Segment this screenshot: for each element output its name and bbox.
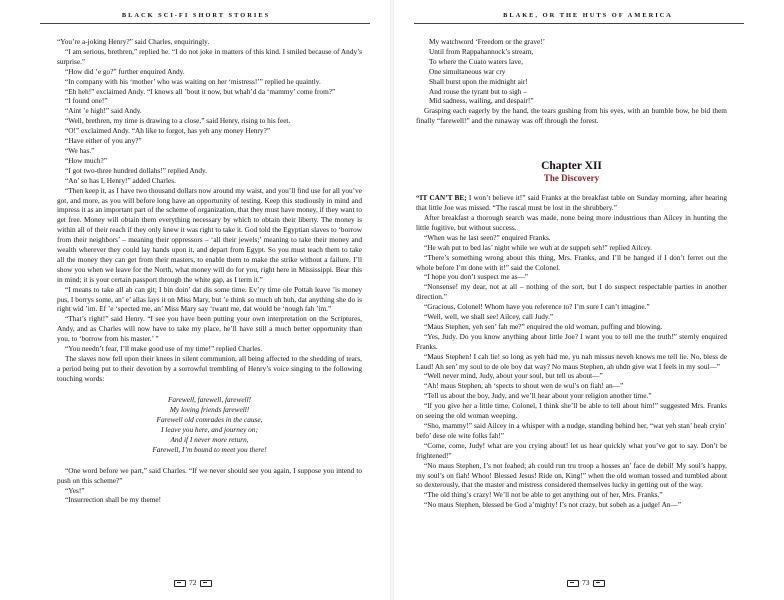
verse-line: My watchword ‘Freedom or the grave!’ <box>429 37 546 46</box>
paragraph: “I got two-three hundred dollahs!” replied Andy. <box>65 165 207 175</box>
paragraph: “No maus Stephen, blessed be God a’mighty! I’s not crazy, but sobeh as a judge! An—” <box>424 500 682 510</box>
paragraph: Grasping each eagerly by the hand, the tears gushing from his eyes, with an humble bow, he bid them finally “farewell!” and the runaway was off through the forest. <box>416 106 727 126</box>
paragraph: “I found one!” <box>65 96 108 106</box>
verse-line: Until from Rappahannock’s stream, <box>429 46 534 56</box>
verse-line: I leave you here, and journey on; <box>161 424 258 434</box>
verse-line: One simultaneous war cry <box>429 66 506 76</box>
paragraph: “You needn’t fear, I’ll make good use of my time!” replied Charles. <box>65 344 263 354</box>
paragraph: “Come, come, Judy! what are you crying about! let us hear quickly what you’ve got to say. Don’t be frightened!” <box>416 440 727 460</box>
paragraph: “I am serious, brethren,” replied he. “I do not joke in matters of this kind. I smiled because of Andy’s surprise.” <box>57 46 362 66</box>
chapter-number: Chapter XII <box>541 160 602 173</box>
watchword-verse <box>429 37 727 106</box>
opening-caps: “IT CAN’T BE; <box>416 193 467 203</box>
paragraph: “Yes!” <box>65 485 85 495</box>
verse-line: Farewell, I’m bound to meet you there! <box>152 444 267 454</box>
paragraph: “The old thing’s crazy! We’ll not be able to get anything out of her, Mrs. Franks.” <box>424 490 663 500</box>
paragraph: After breakfast a thorough search was made, none being more industrious than Ailcey in hunting the little fugitive, but without success. <box>416 212 727 232</box>
verse-line: To where the Cuato waters lave, <box>429 56 523 66</box>
paragraph: “An’ so has I, Henry!” added Charles. <box>65 175 176 185</box>
folio-ornament-icon <box>174 580 186 587</box>
opening-paragraph <box>416 193 727 213</box>
header-rule-left <box>40 23 370 24</box>
verse-line: Shall burst upon the midnight air! <box>429 76 528 86</box>
running-header-left: BLACK SCI-FI SHORT STORIES <box>121 12 271 19</box>
paragraph: “I hope you don’t suspect me as—” <box>424 272 529 282</box>
paragraph: “We has.” <box>65 145 95 155</box>
paragraph: “Then keep it, as I have two thousand dollars now around my waist, and you’ll find use for all you’ve got, and more, as you will before long have an opportunity of testing. Keep this studiously in mind and impress it as an important part of the scheme of organization, that they must have money, if they want to get free. Money will obtain them everything necessary by which to obtain their liberty. The money is within all of their reach if they only knew it was right to take it. God told the Egyptian slaves to ‘borrow from their neighbors’ – meaning their oppressors – ‘all their jewels;’ meaning to take their money and wealth wherever they could lay hands upon it, and depart from Egypt. So you must teach them to take all the money they can get from their masters, to enable them to make the strike without a failure. I’ll show you when we leave for the North, what money will do for you, right here in Mississippi. Bear this in mind; it is your certain passport through the white gap, as I term it.” <box>57 185 362 284</box>
paragraph: “Yes, Judy. Do you know anything about little Joe? I want you to tell me the truth!” sternly enquired Franks. <box>416 331 727 351</box>
header-rule-right <box>414 23 744 24</box>
page-number-left: 72 <box>174 578 212 587</box>
paragraph: “That’s right!” said Henry. “I see you have been putting your own interpretation on the Scriptures, Andy, and as Charles will now have to take my place, he’ll have still a much better opportunity than you, to ‘borrow from his master.’ ” <box>57 314 362 344</box>
paragraph: “Ah! maus Stephen, ah ‘spects to shout wen de wul’s on fiah! an—” <box>424 381 624 391</box>
paragraph: “If you give her a little time, Colonel, I think she’ll be able to tell about him!” suggested Mrs. Franks on seeing the old woman weeping. <box>416 401 727 421</box>
verse-line: Farewell, farewell, farewell! <box>167 394 252 404</box>
verse-line: Farewell old comrades in the cause, <box>156 414 263 424</box>
right-page <box>392 0 784 600</box>
paragraph: “You’re a-joking Henry?” said Charles, enquiringly. <box>57 37 210 46</box>
paragraph: “Gracious, Colonel! Whom have you reference to? I’m sure I can’t imagine.” <box>424 302 650 312</box>
paragraph: “Nonsense! my dear, not at all – nothing of the sort, but I do suspect respectable parties in another direction.” <box>416 282 727 302</box>
right-body <box>416 37 727 510</box>
paragraph: “Have either of you any?” <box>65 136 142 146</box>
paragraph: “When was he last seen?” enquired Franks. <box>424 232 551 242</box>
paragraph: “How did ’e go?” further enquired Andy. <box>65 66 185 76</box>
paragraph: “How much?” <box>65 155 107 165</box>
running-header-right: BLAKE, OR THE HUTS OF AMERICA <box>503 12 673 19</box>
paragraph: “No maus Stephen, I’s not feahed; ah could run tru troop a hosses an’ face de debil! My soul’s happy, my soul’s on fiah! Whoo! Blessed Jesus! Ride on, King!” when the old woman tossed and tumbled about so dexterously, that the master and mistress considered themselves lucky in getting out of the way. <box>416 460 727 490</box>
paragraph: “Well, brethren, my time is drawing to a close,” said Henry, rising to his feet. <box>65 116 291 126</box>
paragraph: “Insurrection shall be my theme! <box>65 495 162 505</box>
page-number-right: 73 <box>567 578 605 587</box>
folio-ornament-icon <box>593 580 605 587</box>
paragraph: The slaves now fell upon their knees in silent communion, all being affected to the shedding of tears, a period being put to their devotion by a sorrowful trembling of Henry’s voice singing to the following touching words: <box>57 354 362 383</box>
paragraph: “Maus Stephen! I cah lie! so long as yeh had me, yu nah missus neveh knows me tell lie. No, bless de Laud! Ah sen’ my soul to de ole boy dat way? No maus Stephen, ah uhdn give wat I feels in my soul—” <box>416 351 727 371</box>
chapter-heading <box>416 160 727 184</box>
paragraph: “Eh heh!” exclaimed Andy. “I knows all ’bout it now, but whah’d da ‘mammy’ come from?” <box>65 86 336 96</box>
paragraph: “There’s something wrong about this thing, Mrs. Franks, and I’ll be hanged if I don’t ferret out the whole before I’m done with it!” said the Colonel. <box>416 252 727 272</box>
paragraph: “Well never mind, Judy, about your soul, but tell us about—” <box>424 371 603 381</box>
folio-ornament-icon <box>567 580 579 587</box>
paragraph: “In company with his ‘mother’ who was waiting on her ‘mistress!’” replied he quaintly. <box>65 76 321 86</box>
chapter-title: The Discovery <box>543 173 600 184</box>
paragraph: “Maus Stephen, yeh sen’ fah me?” enquired the old woman, puffing and blowing. <box>424 321 663 331</box>
verse-line: My loving friends farewell! <box>169 404 250 414</box>
folio-ornament-icon <box>200 580 212 587</box>
paragraph: “O!” exclaimed Andy. “Ah like to forgot, has yeh any money Henry?” <box>65 126 271 136</box>
paragraph: “I means to take all ah can git; I bin doin’ dat dis some time. Ev’ry time ole Pottah leave ’is money pus, I borrys some, an’ e’ allas lays it on Miss Mary, but ’e think so much uh huh, dat anything she do is right wid ’im. Ef ’e ‘spected me, an’ Miss Mary say ‘twant me, dat would be ‘nough fah ’im.” <box>57 284 362 314</box>
paragraph: “Tell us about the boy, Judy, and we’ll hear about your religion another time.” <box>424 391 652 401</box>
farewell-verse <box>57 395 362 455</box>
verse-line: And if I never more return, <box>170 434 249 444</box>
paragraph: “One word before we part,” said Charles. “If we never should see you again, I suppose you intend to push on this scheme?” <box>57 465 362 485</box>
paragraph: “Aint ’e high!” said Andy. <box>65 106 142 116</box>
paragraph: “Sho, mammy!” said Ailcey in a whisper with a nudge, standing behind her, “wat yeh stan’ heah cryin’ befo’ dese ole wite folks fah!” <box>416 421 727 440</box>
paragraph: “Well, well, we shall see! Ailcey, call Judy.” <box>424 312 554 322</box>
opening-text: I won’t believe it!” said Franks at the breakfast table on Sunday morning, after hearing that little Joe was missed. “The rascal must be lost in the shrubbery.” <box>416 193 727 213</box>
verse-line: Mid sadness, wailing, and despair!” <box>429 96 534 106</box>
verse-line: And rouse the tyrant but to sigh – <box>429 86 527 96</box>
left-body <box>57 37 362 505</box>
paragraph: “He wah put to bed las’ night while we wuh at de suppeh seh!” replied Ailcey. <box>424 242 652 252</box>
